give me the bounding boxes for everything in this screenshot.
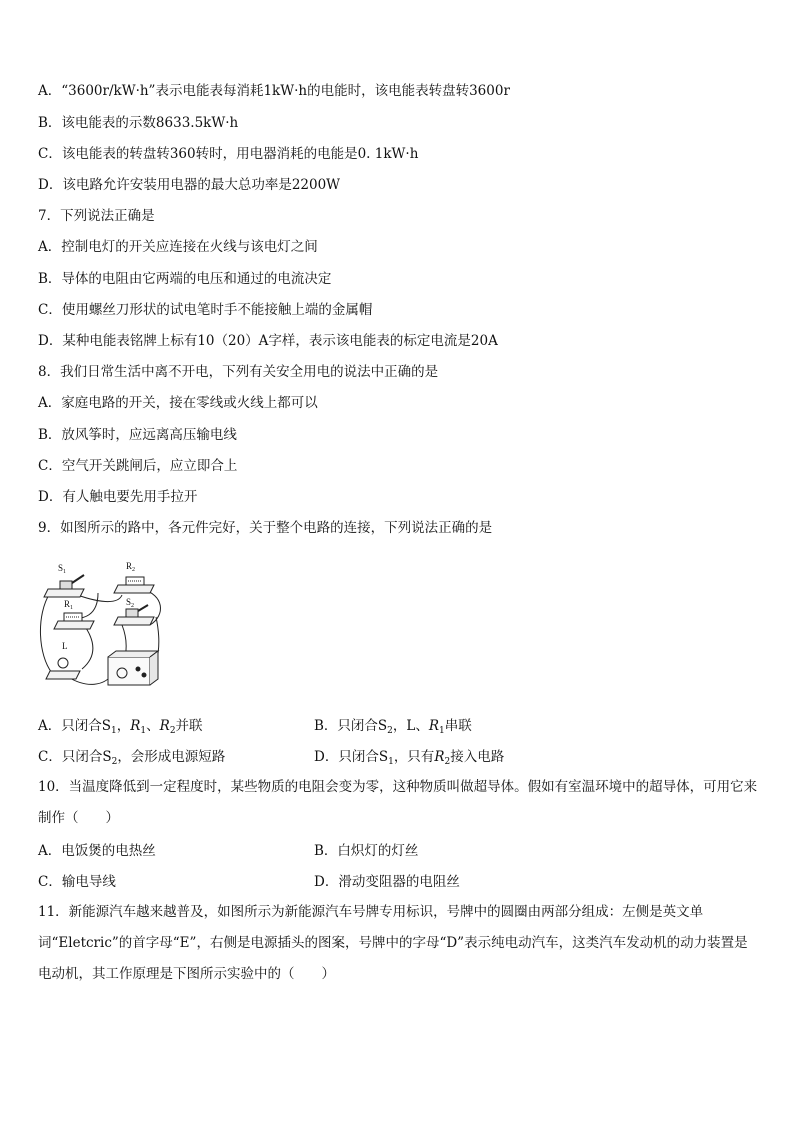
q8-option-b: B．放风筝时，应远离高压输电线 — [38, 427, 237, 443]
q9-stem: 9．如图所示的路中，各元件完好，关于整个电路的连接，下列说法正确的是 — [38, 520, 493, 536]
q7-stem: 7．下列说法正确是 — [38, 208, 155, 224]
q9-option-b: B．只闭合$S_2$，L、$R_1$串联 — [314, 718, 472, 736]
q8-option-a: A．家庭电路的开关，接在零线或火线上都可以 — [38, 395, 318, 411]
q8-option-d: D．有人触电要先用手拉开 — [38, 489, 198, 505]
q10-option-c: C．输电导线 — [38, 874, 116, 890]
q7-option-b: B．导体的电阻由它两端的电压和通过的电流决定 — [38, 271, 332, 287]
q6-option-b: B．该电能表的示数8633.5kW·h — [38, 115, 239, 131]
q6-option-d: D．该电路允许安装用电器的最大总功率是2200W — [38, 177, 341, 193]
label-r2: $R_2$ — [126, 561, 136, 573]
q7-option-d: D．某种电能表铭牌上标有10（20）A字样，表示该电能表的标定电流是20A — [38, 333, 498, 349]
q10-option-b: B．白炽灯的灯丝 — [314, 843, 419, 859]
q10-option-d: D．滑动变阻器的电阻丝 — [314, 874, 460, 890]
q6-option-c: C．该电能表的转盘转360转时，用电器消耗的电能是0. 1kW·h — [38, 146, 419, 162]
q7-option-c: C．使用螺丝刀形状的试电笔时手不能接触上端的金属帽 — [38, 302, 373, 318]
q8-option-c: C．空气开关跳闸后，应立即合上 — [38, 458, 238, 474]
label-l: L — [62, 641, 68, 651]
q7-option-a: A．控制电灯的开关应连接在火线与该电灯之间 — [38, 239, 318, 255]
q8-stem: 8．我们日常生活中离不开电，下列有关安全用电的说法中正确的是 — [38, 364, 439, 380]
q6-option-a: A．“3600r/kW·h”表示电能表每消耗1kW·h的电能时，该电能表转盘转3600r — [38, 83, 510, 99]
label-r1: $R_1$ — [64, 599, 74, 611]
q9-option-a: A．只闭合$S_1$，$R_1$、$R_2$并联 — [38, 718, 203, 736]
q11-stem: 11．新能源汽车越来越普及，如图所示为新能源汽车号牌专用标识，号牌中的圆圈由两部分组成：左侧是英文单词“Eletcric”的首字母“E”，右侧是电源插头的图案，号牌中的字母“D”表示纯电动汽车，这类汽车发动机的动力装置是电动机，其工作原理是下图所示实验中的（ ） — [38, 904, 748, 982]
q9-option-d: D．只闭合$S_1$，只有$R_2$接入电路 — [314, 749, 505, 767]
q10-stem: 10．当温度降低到一定程度时，某些物质的电阻会变为零，这种物质叫做超导体。假如有室温环境中的超导体，可用它来制作（ ） — [38, 779, 758, 826]
q10-option-a: A．电饭煲的电热丝 — [38, 843, 156, 859]
label-s1: $S_1$ — [58, 563, 67, 575]
q9-option-c: C．只闭合$S_2$，会形成电源短路 — [38, 749, 226, 767]
label-s2: $S_2$ — [126, 597, 135, 609]
circuit-figure — [38, 555, 168, 695]
